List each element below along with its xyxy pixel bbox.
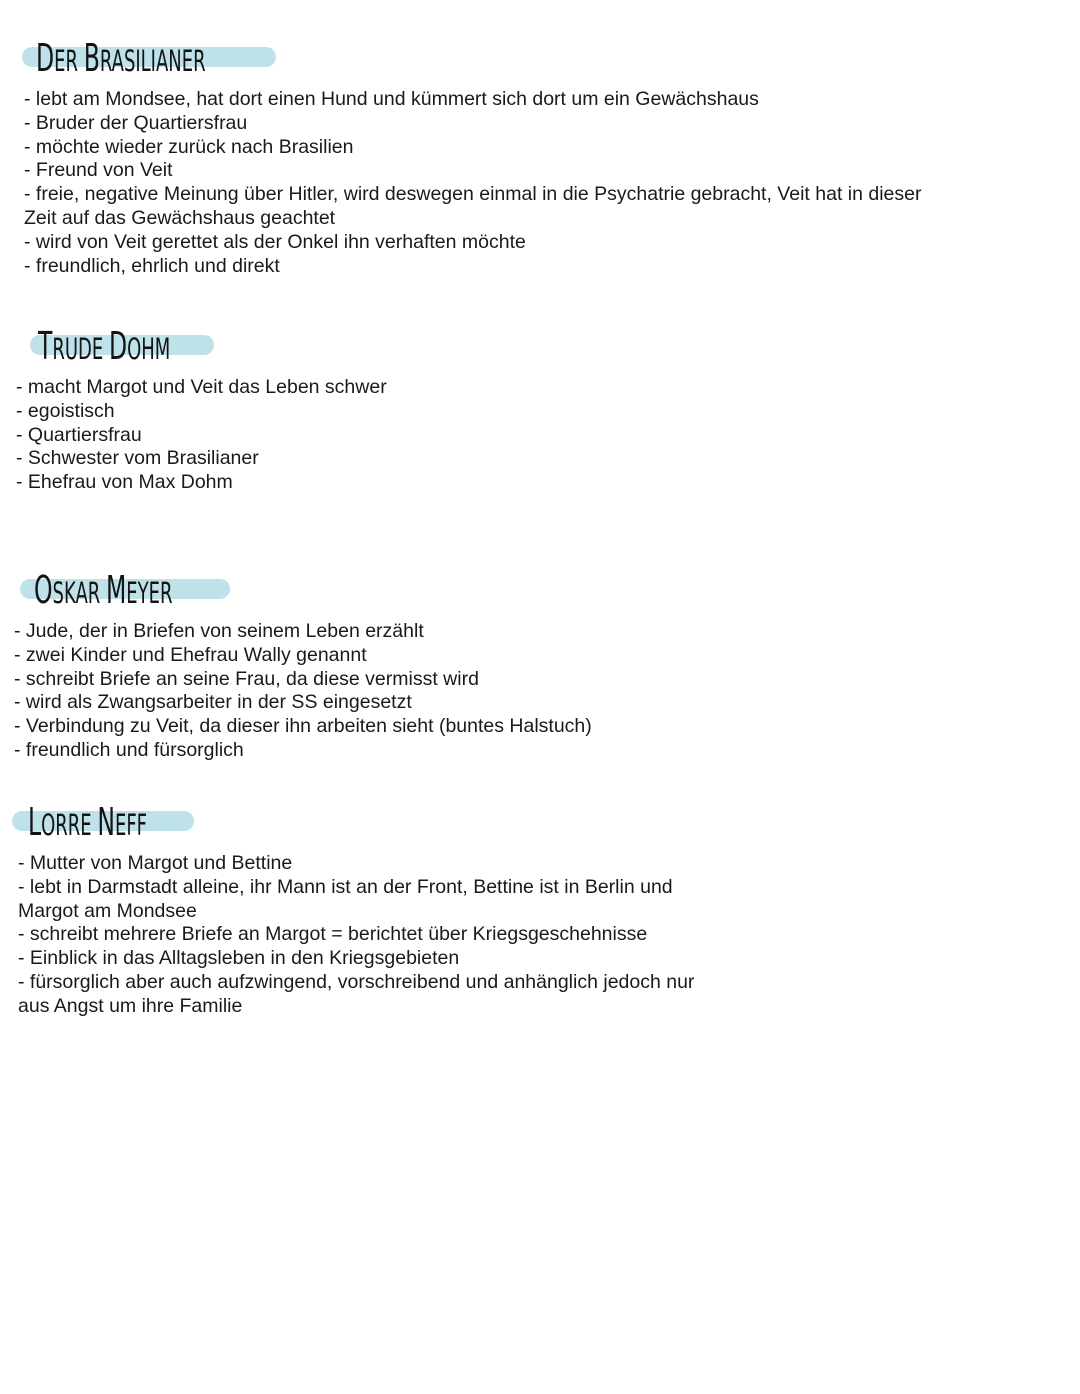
heading-trude-dohm xyxy=(30,318,251,374)
list-item: - fürsorglich aber auch aufzwingend, vorschreibend und anhänglich jedoch nur aus Angst um ihre Familie xyxy=(18,970,695,1017)
section-der-brasilianer xyxy=(0,30,1000,278)
list-item: - schreibt mehrere Briefe an Margot = berichtet über Kriegsgeschehnisse xyxy=(18,923,648,946)
list-item: - Schwester vom Brasilianer xyxy=(16,447,259,470)
list-item: - Bruder der Quartiersfrau xyxy=(24,111,248,134)
list-item: - freie, negative Meinung über Hitler, wird deswegen einmal in die Psychatrie gebracht, Veit hat in dieser Zeit auf das Gewächshaus geachtet xyxy=(24,183,922,229)
list-item: - lebt am Mondsee, hat dort einen Hund und kümmert sich dort um ein Gewächshaus xyxy=(24,88,759,110)
heading-title: LORRE NEFF xyxy=(28,800,148,844)
section-trude-dohm xyxy=(0,318,1000,495)
section-lorre-neff xyxy=(0,794,1000,1019)
list-item: - Mutter von Margot und Bettine xyxy=(18,852,293,874)
list-item: - Freund von Veit xyxy=(24,159,173,182)
list-item: - schreibt Briefe an seine Frau, da diese vermisst wird xyxy=(14,667,479,690)
list-item: - wird als Zwangsarbeiter in der SS eingesetzt xyxy=(14,691,412,714)
list-item: - Ehefrau von Max Dohm xyxy=(16,471,233,494)
list-item: - macht Margot und Veit das Leben schwer xyxy=(16,376,387,398)
heading-title: DER BRASILIANER xyxy=(36,36,206,80)
list-item: - zwei Kinder und Ehefrau Wally genannt xyxy=(14,643,367,666)
character-traits-list xyxy=(18,852,708,1019)
character-traits-list xyxy=(16,376,616,495)
list-item: - Verbindung zu Veit, da dieser ihn arbeiten sieht (buntes Halstuch) xyxy=(14,715,592,738)
list-item: - Quartiersfrau xyxy=(16,423,142,446)
list-item: - Jude, der in Briefen von seinem Leben erzählt xyxy=(14,620,424,642)
list-item: - Einblick in das Alltagsleben in den Kriegsgebieten xyxy=(18,947,460,970)
heading-lorre-neff xyxy=(12,794,220,850)
list-item: - egoistisch xyxy=(16,399,115,422)
list-item: - wird von Veit gerettet als der Onkel ihn verhaften möchte xyxy=(24,230,526,253)
list-item: - freundlich und fürsorglich xyxy=(14,738,244,761)
heading-der-brasilianer xyxy=(22,30,310,86)
heading-oskar-meyer xyxy=(20,562,257,618)
list-item: - freundlich, ehrlich und direkt xyxy=(24,254,280,277)
character-traits-list xyxy=(24,88,944,278)
character-traits-list xyxy=(14,620,714,763)
heading-title: OSKAR MEYER xyxy=(34,568,173,612)
section-oskar-meyer xyxy=(0,562,1000,763)
list-item: - möchte wieder zurück nach Brasilien xyxy=(24,135,354,158)
list-item: - lebt in Darmstadt alleine, ihr Mann ist an der Front, Bettine ist in Berlin und Margot am Mondsee xyxy=(18,875,673,922)
heading-title: TRUDE DOHM xyxy=(38,324,171,368)
